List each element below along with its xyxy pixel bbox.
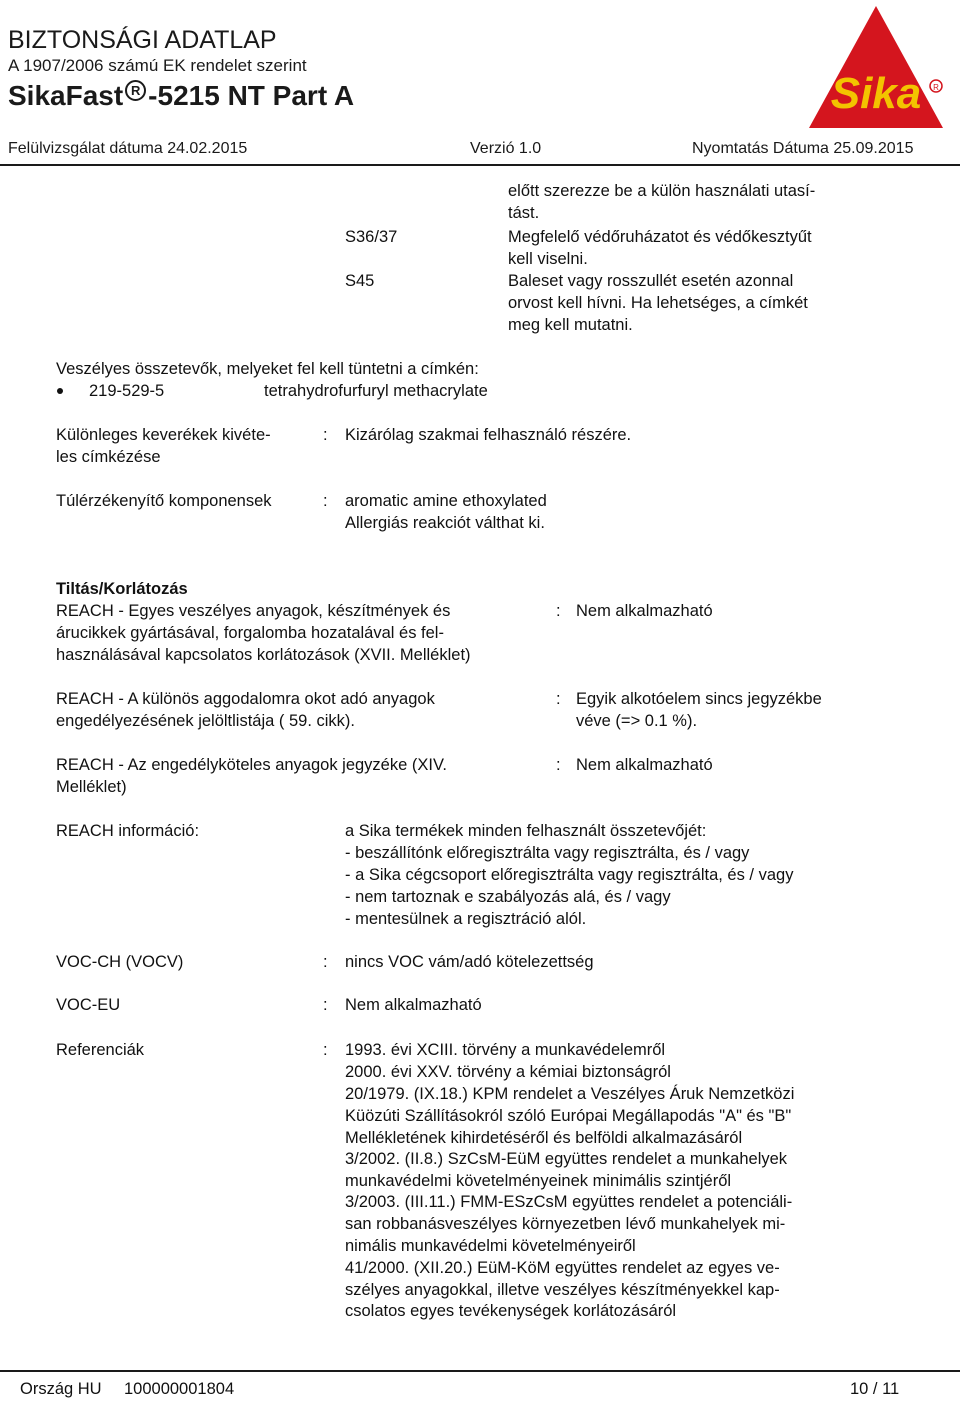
reach-xvii-line1: REACH - Egyes veszélyes anyagok, készítmények és — [56, 602, 451, 620]
reach-xvii-line3: használásával kapcsolatos korlátozások (XVII. Melléklet) — [56, 646, 471, 664]
voc-eu-label: VOC-EU — [56, 996, 121, 1014]
revision-date: Felülvizsgálat dátuma 24.02.2015 — [8, 140, 248, 157]
reach-info-line4: - nem tartoznak e szabályozás alá, és / vagy — [345, 888, 671, 906]
reach-xvii-line2: árucikkek gyártásával, forgalomba hozatalával és fel- — [56, 624, 444, 642]
reference-line: 41/2000. (XII.20.) EüM-KöM együttes rendelet az egyes ve- — [345, 1259, 780, 1277]
reach-info-line5: - mentesülnek a regisztráció alól. — [345, 910, 587, 928]
references-label: Referenciák — [56, 1041, 145, 1059]
reference-line: san robbanásveszélyes környezetben lévő munkahelyek mi- — [345, 1215, 786, 1233]
regulation-reference: A 1907/2006 számú EK rendelet szerint — [8, 56, 307, 75]
s45-text-line1: Baleset vagy rosszullét esetén azonnal — [508, 272, 794, 290]
reference-line: 1993. évi XCIII. törvény a munkavédelemről — [345, 1041, 666, 1059]
footer-country: Ország HU — [20, 1380, 102, 1398]
footer-doc-number: 100000001804 — [124, 1380, 235, 1398]
reach-xvii-colon: : — [556, 602, 561, 620]
reference-line: 3/2002. (II.8.) SzCsM-EüM együttes rendelet a munkahelyek — [345, 1150, 788, 1168]
reach-xiv-value: Nem alkalmazható — [576, 756, 713, 774]
s-phrase-continued-line2: tást. — [508, 204, 540, 222]
s36-text-line2: kell viselni. — [508, 250, 588, 268]
reach-xiv-line1: REACH - Az engedélyköteles anyagok jegyzéke (XIV. — [56, 756, 448, 774]
reach-xvii-value: Nem alkalmazható — [576, 602, 713, 620]
s-phrase-continued-line1: előtt szerezze be a külön használati utasí- — [508, 182, 816, 200]
reach-xiv-line2: Melléklet) — [56, 778, 127, 796]
registered-mark-icon: R — [125, 80, 146, 101]
reach-info-label: REACH információ: — [56, 822, 200, 840]
s45-text-line3: meg kell mutatni. — [508, 316, 633, 334]
footer-divider — [0, 1370, 960, 1372]
reference-line: Mellékletének kihirdetéséről és belföldi alkalmazásáról — [345, 1129, 743, 1147]
reach-svhc-colon: : — [556, 690, 561, 708]
reference-line: Küözúti Szállításokról szóló Európai Megállapodás "A" és "B" — [345, 1107, 792, 1125]
sensitizing-value-line2: Allergiás reakciót válthat ki. — [345, 514, 545, 532]
document-title: BIZTONSÁGI ADATLAP — [8, 26, 277, 54]
product-name-suffix: -5215 NT Part A — [148, 80, 355, 111]
footer-page-number: 10 / 11 — [850, 1380, 900, 1398]
voc-ch-value: nincs VOC vám/adó kötelezettség — [345, 953, 594, 971]
bullet-icon — [57, 388, 63, 394]
special-labelling-label-line2: les címkézése — [56, 448, 161, 466]
print-date: Nyomtatás Dátuma 25.09.2015 — [692, 140, 914, 157]
reference-line: csolatos egyes tevékenységek korlátozásáról — [345, 1302, 677, 1320]
voc-eu-colon: : — [323, 996, 328, 1014]
substance-name: tetrahydrofurfuryl methacrylate — [264, 382, 488, 400]
voc-ch-colon: : — [323, 953, 328, 971]
sensitizing-label: Túlérzékenyítő komponensek — [56, 492, 272, 510]
reference-line: nimális munkavédelmi követelményeiről — [345, 1237, 636, 1255]
ec-number: 219-529-5 — [89, 382, 165, 400]
reach-info-line2: - beszállítónk előregisztrálta vagy regisztrálta, és / vagy — [345, 844, 750, 862]
reach-svhc-line1: REACH - A különös aggodalomra okot adó anyagok — [56, 690, 435, 708]
s36-text-line1: Megfelelő védőruházatot és védőkesztyűt — [508, 228, 812, 246]
special-labelling-colon: : — [323, 426, 328, 444]
reference-line: munkavédelmi követelményeinek minimális szintjéről — [345, 1172, 732, 1190]
reference-line: 20/1979. (IX.18.) KPM rendelet a Veszélyes Áruk Nemzetközi — [345, 1085, 795, 1103]
s36-code: S36/37 — [345, 228, 398, 246]
reference-line: 3/2003. (III.11.) FMM-ESzCsM együttes rendelet a potenciáli- — [345, 1193, 793, 1211]
reach-svhc-value-line2: véve (=> 0.1 %). — [576, 712, 698, 730]
version: Verzió 1.0 — [470, 140, 542, 157]
sensitizing-colon: : — [323, 492, 328, 510]
restrictions-heading: Tiltás/Korlátozás — [56, 580, 188, 598]
voc-eu-value: Nem alkalmazható — [345, 996, 482, 1014]
reach-xiv-colon: : — [556, 756, 561, 774]
reach-svhc-line2: engedélyezésének jelöltlistája ( 59. cikk). — [56, 712, 355, 730]
svg-text:Sika: Sika — [830, 69, 922, 118]
special-labelling-label-line1: Különleges keverékek kivéte- — [56, 426, 271, 444]
voc-ch-label: VOC-CH (VOCV) — [56, 953, 184, 971]
references-colon: : — [323, 1041, 328, 1059]
svg-text:R: R — [933, 83, 939, 92]
s45-text-line2: orvost kell hívni. Ha lehetséges, a címkét — [508, 294, 808, 312]
reach-info-line3: - a Sika cégcsoport előregisztrálta vagy regisztrálta, és / vagy — [345, 866, 794, 884]
sika-logo — [806, 4, 946, 130]
product-name-prefix: SikaFast — [8, 80, 124, 111]
sensitizing-value-line1: aromatic amine ethoxylated — [345, 492, 547, 510]
reference-line: 2000. évi XXV. törvény a kémiai biztonságról — [345, 1063, 671, 1081]
header-divider — [0, 164, 960, 166]
hazardous-heading: Veszélyes összetevők, melyeket fel kell tüntetni a címkén: — [56, 360, 479, 378]
reach-svhc-value-line1: Egyik alkotóelem sincs jegyzékbe — [576, 690, 822, 708]
reference-line: szélyes anyagokkal, illetve veszélyes készítményekkel kap- — [345, 1281, 780, 1299]
product-name — [8, 80, 354, 112]
s45-code: S45 — [345, 272, 375, 290]
special-labelling-value: Kizárólag szakmai felhasználó részére. — [345, 426, 632, 444]
reach-info-line1: a Sika termékek minden felhasznált összetevőjét: — [345, 822, 707, 840]
